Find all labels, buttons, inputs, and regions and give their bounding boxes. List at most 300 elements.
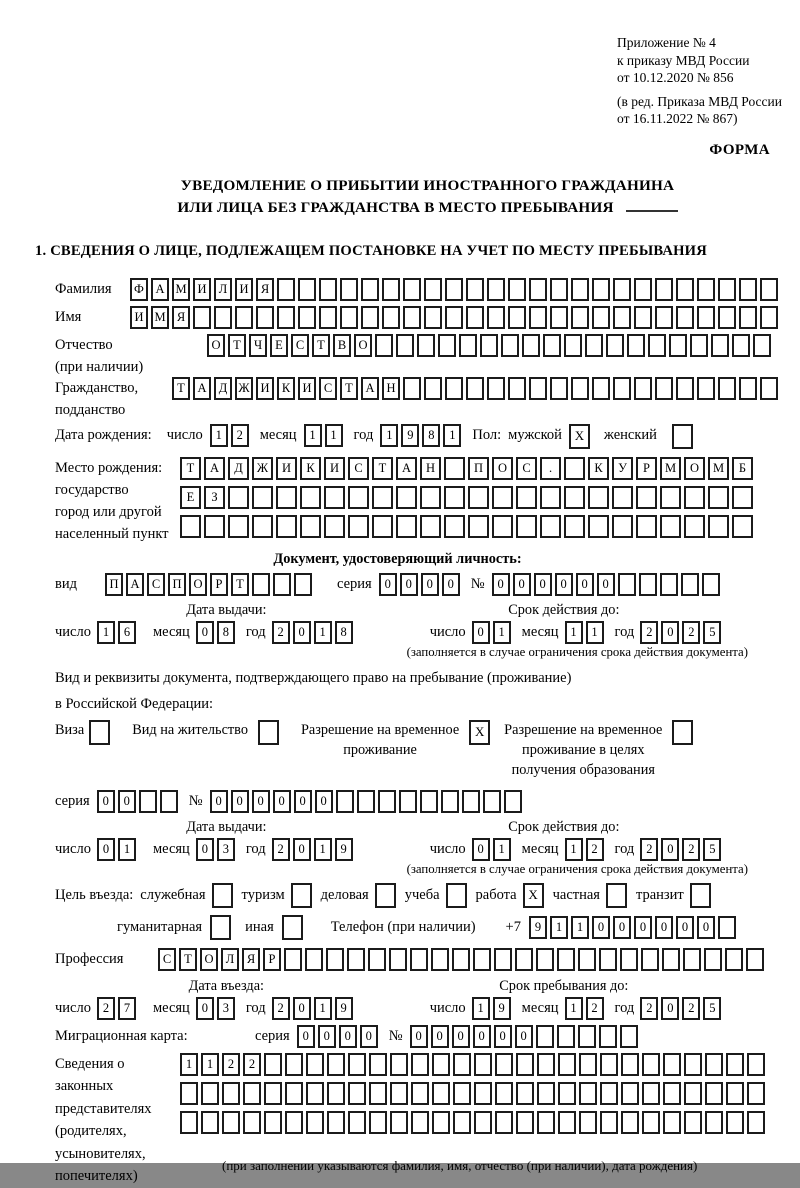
- phone-digit-box[interactable]: 1: [550, 916, 568, 939]
- birthplace-char-box[interactable]: [708, 486, 729, 509]
- representative-char-box[interactable]: [306, 1082, 324, 1105]
- citizenship-char-box[interactable]: [445, 377, 463, 400]
- stay-year-box[interactable]: 2: [682, 997, 700, 1020]
- firstname-char-box[interactable]: М: [151, 306, 169, 329]
- surname-char-box[interactable]: [655, 278, 673, 301]
- doc-issue-year-box[interactable]: 8: [335, 621, 353, 644]
- permit-expiry-year-box[interactable]: 5: [703, 838, 721, 861]
- citizenship-char-box[interactable]: Н: [382, 377, 400, 400]
- profession-char-box[interactable]: [641, 948, 659, 971]
- permit-number-box[interactable]: [420, 790, 438, 813]
- birthplace-char-box[interactable]: [540, 515, 561, 538]
- surname-char-box[interactable]: [424, 278, 442, 301]
- profession-char-box[interactable]: [578, 948, 596, 971]
- profession-char-box[interactable]: [452, 948, 470, 971]
- representative-char-box[interactable]: [600, 1111, 618, 1134]
- patronymic-char-box[interactable]: [375, 334, 393, 357]
- profession-char-box[interactable]: [746, 948, 764, 971]
- birthplace-char-box[interactable]: [732, 486, 753, 509]
- permit-number-box[interactable]: 0: [210, 790, 228, 813]
- profession-char-box[interactable]: [515, 948, 533, 971]
- citizenship-char-box[interactable]: И: [256, 377, 274, 400]
- citizenship-char-box[interactable]: А: [361, 377, 379, 400]
- representative-char-box[interactable]: [684, 1082, 702, 1105]
- birthplace-char-box[interactable]: С: [348, 457, 369, 480]
- birth-month-box[interactable]: 1: [304, 424, 322, 447]
- representative-char-box[interactable]: [180, 1111, 198, 1134]
- patronymic-char-box[interactable]: О: [207, 334, 225, 357]
- residence-permit-checkbox[interactable]: [258, 720, 279, 745]
- birth-day-box[interactable]: 1: [210, 424, 228, 447]
- permit-number-box[interactable]: [483, 790, 501, 813]
- profession-char-box[interactable]: [368, 948, 386, 971]
- profession-char-box[interactable]: Я: [242, 948, 260, 971]
- surname-char-box[interactable]: И: [193, 278, 211, 301]
- doc-expiry-year-box[interactable]: 5: [703, 621, 721, 644]
- birthplace-char-box[interactable]: [660, 515, 681, 538]
- birthplace-char-box[interactable]: О: [492, 457, 513, 480]
- permit-issue-month-box[interactable]: 3: [217, 838, 235, 861]
- citizenship-char-box[interactable]: И: [298, 377, 316, 400]
- profession-char-box[interactable]: О: [200, 948, 218, 971]
- birthplace-char-box[interactable]: [228, 486, 249, 509]
- doc-kind-char-box[interactable]: [294, 573, 312, 596]
- phone-digit-box[interactable]: 1: [571, 916, 589, 939]
- migration-number-box[interactable]: 0: [494, 1025, 512, 1048]
- doc-issue-month-box[interactable]: 0: [196, 621, 214, 644]
- representative-char-box[interactable]: [621, 1053, 639, 1076]
- patronymic-char-box[interactable]: [648, 334, 666, 357]
- citizenship-char-box[interactable]: [676, 377, 694, 400]
- permit-number-box[interactable]: [504, 790, 522, 813]
- patronymic-char-box[interactable]: [564, 334, 582, 357]
- doc-number-box[interactable]: [660, 573, 678, 596]
- purpose-business-checkbox[interactable]: [375, 883, 396, 908]
- patronymic-char-box[interactable]: Т: [228, 334, 246, 357]
- birthplace-char-box[interactable]: [324, 515, 345, 538]
- surname-char-box[interactable]: [487, 278, 505, 301]
- birthplace-char-box[interactable]: [276, 486, 297, 509]
- patronymic-char-box[interactable]: [480, 334, 498, 357]
- citizenship-char-box[interactable]: [634, 377, 652, 400]
- purpose-work-checkbox[interactable]: X: [523, 883, 544, 908]
- firstname-char-box[interactable]: [235, 306, 253, 329]
- birthplace-char-box[interactable]: К: [588, 457, 609, 480]
- representative-char-box[interactable]: [579, 1111, 597, 1134]
- surname-char-box[interactable]: [550, 278, 568, 301]
- permit-number-box[interactable]: 0: [231, 790, 249, 813]
- birthplace-char-box[interactable]: [444, 457, 465, 480]
- birthplace-char-box[interactable]: [588, 515, 609, 538]
- firstname-char-box[interactable]: [382, 306, 400, 329]
- patronymic-char-box[interactable]: В: [333, 334, 351, 357]
- permit-number-box[interactable]: [462, 790, 480, 813]
- birth-year-box[interactable]: 1: [380, 424, 398, 447]
- permit-series-box[interactable]: 0: [97, 790, 115, 813]
- migration-number-box[interactable]: 0: [431, 1025, 449, 1048]
- firstname-char-box[interactable]: [634, 306, 652, 329]
- birthplace-char-box[interactable]: [684, 486, 705, 509]
- citizenship-char-box[interactable]: [613, 377, 631, 400]
- patronymic-char-box[interactable]: Т: [312, 334, 330, 357]
- representative-char-box[interactable]: [348, 1082, 366, 1105]
- birthplace-char-box[interactable]: [348, 515, 369, 538]
- surname-char-box[interactable]: [613, 278, 631, 301]
- representative-char-box[interactable]: [348, 1111, 366, 1134]
- citizenship-char-box[interactable]: [466, 377, 484, 400]
- stay-month-box[interactable]: 2: [586, 997, 604, 1020]
- birth-year-box[interactable]: 9: [401, 424, 419, 447]
- citizenship-char-box[interactable]: А: [193, 377, 211, 400]
- purpose-humanitarian-checkbox[interactable]: [210, 915, 231, 940]
- permit-expiry-day-box[interactable]: 1: [493, 838, 511, 861]
- doc-kind-char-box[interactable]: О: [189, 573, 207, 596]
- profession-char-box[interactable]: [494, 948, 512, 971]
- representative-char-box[interactable]: [705, 1082, 723, 1105]
- stay-year-box[interactable]: 2: [640, 997, 658, 1020]
- representative-char-box[interactable]: [327, 1053, 345, 1076]
- representative-char-box[interactable]: [285, 1053, 303, 1076]
- doc-expiry-month-box[interactable]: 1: [586, 621, 604, 644]
- patronymic-char-box[interactable]: [732, 334, 750, 357]
- representative-char-box[interactable]: [453, 1111, 471, 1134]
- representative-char-box[interactable]: [306, 1111, 324, 1134]
- permit-number-box[interactable]: [441, 790, 459, 813]
- doc-number-box[interactable]: 0: [576, 573, 594, 596]
- birthplace-char-box[interactable]: Т: [372, 457, 393, 480]
- birthplace-char-box[interactable]: И: [276, 457, 297, 480]
- permit-issue-year-box[interactable]: 2: [272, 838, 290, 861]
- surname-char-box[interactable]: [319, 278, 337, 301]
- surname-char-box[interactable]: [529, 278, 547, 301]
- birthplace-char-box[interactable]: [516, 486, 537, 509]
- patronymic-char-box[interactable]: [627, 334, 645, 357]
- representative-char-box[interactable]: 2: [222, 1053, 240, 1076]
- sex-female-checkbox[interactable]: [672, 424, 693, 449]
- migration-number-box[interactable]: 0: [473, 1025, 491, 1048]
- permit-expiry-day-box[interactable]: 0: [472, 838, 490, 861]
- representative-char-box[interactable]: [747, 1053, 765, 1076]
- representative-char-box[interactable]: [558, 1082, 576, 1105]
- birthplace-char-box[interactable]: [492, 486, 513, 509]
- birthplace-char-box[interactable]: [468, 486, 489, 509]
- temp-residence-education-checkbox[interactable]: [672, 720, 693, 745]
- citizenship-char-box[interactable]: [592, 377, 610, 400]
- representative-char-box[interactable]: 2: [243, 1053, 261, 1076]
- firstname-char-box[interactable]: И: [130, 306, 148, 329]
- birthplace-char-box[interactable]: С: [516, 457, 537, 480]
- permit-issue-day-box[interactable]: 0: [97, 838, 115, 861]
- firstname-char-box[interactable]: [676, 306, 694, 329]
- birthplace-char-box[interactable]: А: [204, 457, 225, 480]
- birthplace-char-box[interactable]: [372, 515, 393, 538]
- birthplace-char-box[interactable]: [684, 515, 705, 538]
- doc-issue-year-box[interactable]: 2: [272, 621, 290, 644]
- entry-year-box[interactable]: 2: [272, 997, 290, 1020]
- birthplace-char-box[interactable]: [588, 486, 609, 509]
- birthplace-char-box[interactable]: М: [708, 457, 729, 480]
- profession-char-box[interactable]: [347, 948, 365, 971]
- representative-char-box[interactable]: [243, 1111, 261, 1134]
- representative-char-box[interactable]: [264, 1111, 282, 1134]
- firstname-char-box[interactable]: [487, 306, 505, 329]
- profession-char-box[interactable]: [620, 948, 638, 971]
- patronymic-char-box[interactable]: [669, 334, 687, 357]
- permit-issue-year-box[interactable]: 0: [293, 838, 311, 861]
- profession-char-box[interactable]: [326, 948, 344, 971]
- permit-series-box[interactable]: [160, 790, 178, 813]
- firstname-char-box[interactable]: [655, 306, 673, 329]
- representative-char-box[interactable]: [663, 1053, 681, 1076]
- representative-char-box[interactable]: [516, 1082, 534, 1105]
- phone-digit-box[interactable]: 0: [592, 916, 610, 939]
- representative-char-box[interactable]: [705, 1111, 723, 1134]
- migration-series-box[interactable]: 0: [318, 1025, 336, 1048]
- representative-char-box[interactable]: [369, 1111, 387, 1134]
- patronymic-char-box[interactable]: [396, 334, 414, 357]
- firstname-char-box[interactable]: [508, 306, 526, 329]
- permit-issue-year-box[interactable]: 9: [335, 838, 353, 861]
- migration-number-box[interactable]: [536, 1025, 554, 1048]
- profession-char-box[interactable]: [536, 948, 554, 971]
- birthplace-char-box[interactable]: М: [660, 457, 681, 480]
- birthplace-char-box[interactable]: [420, 486, 441, 509]
- representative-char-box[interactable]: [600, 1053, 618, 1076]
- representative-char-box[interactable]: [621, 1111, 639, 1134]
- phone-digit-box[interactable]: 0: [634, 916, 652, 939]
- stay-day-box[interactable]: 9: [493, 997, 511, 1020]
- representative-char-box[interactable]: [222, 1082, 240, 1105]
- doc-expiry-year-box[interactable]: 2: [640, 621, 658, 644]
- visa-checkbox[interactable]: [89, 720, 110, 745]
- surname-char-box[interactable]: [676, 278, 694, 301]
- permit-issue-day-box[interactable]: 1: [118, 838, 136, 861]
- phone-digit-box[interactable]: 0: [613, 916, 631, 939]
- birthplace-char-box[interactable]: Б: [732, 457, 753, 480]
- profession-char-box[interactable]: [284, 948, 302, 971]
- birthplace-char-box[interactable]: [612, 515, 633, 538]
- doc-number-box[interactable]: [639, 573, 657, 596]
- profession-char-box[interactable]: [599, 948, 617, 971]
- representative-char-box[interactable]: [285, 1082, 303, 1105]
- surname-char-box[interactable]: [697, 278, 715, 301]
- birthplace-char-box[interactable]: [732, 515, 753, 538]
- permit-number-box[interactable]: [357, 790, 375, 813]
- surname-char-box[interactable]: Я: [256, 278, 274, 301]
- representative-char-box[interactable]: [201, 1082, 219, 1105]
- birthplace-char-box[interactable]: Ж: [252, 457, 273, 480]
- doc-expiry-year-box[interactable]: 0: [661, 621, 679, 644]
- patronymic-char-box[interactable]: [501, 334, 519, 357]
- patronymic-char-box[interactable]: [417, 334, 435, 357]
- representative-char-box[interactable]: [369, 1082, 387, 1105]
- citizenship-char-box[interactable]: [529, 377, 547, 400]
- firstname-char-box[interactable]: [739, 306, 757, 329]
- representative-char-box[interactable]: [453, 1053, 471, 1076]
- citizenship-char-box[interactable]: [550, 377, 568, 400]
- representative-char-box[interactable]: [684, 1111, 702, 1134]
- permit-number-box[interactable]: [378, 790, 396, 813]
- entry-month-box[interactable]: 3: [217, 997, 235, 1020]
- firstname-char-box[interactable]: [697, 306, 715, 329]
- representative-char-box[interactable]: [411, 1082, 429, 1105]
- patronymic-char-box[interactable]: С: [291, 334, 309, 357]
- surname-char-box[interactable]: [718, 278, 736, 301]
- birthplace-char-box[interactable]: О: [684, 457, 705, 480]
- citizenship-char-box[interactable]: [655, 377, 673, 400]
- phone-digit-box[interactable]: 9: [529, 916, 547, 939]
- surname-char-box[interactable]: М: [172, 278, 190, 301]
- birthplace-char-box[interactable]: [636, 515, 657, 538]
- doc-issue-day-box[interactable]: 6: [118, 621, 136, 644]
- birthplace-char-box[interactable]: [540, 486, 561, 509]
- purpose-other-checkbox[interactable]: [282, 915, 303, 940]
- birthplace-char-box[interactable]: [444, 486, 465, 509]
- migration-number-box[interactable]: [620, 1025, 638, 1048]
- firstname-char-box[interactable]: [193, 306, 211, 329]
- firstname-char-box[interactable]: [529, 306, 547, 329]
- birthplace-char-box[interactable]: [348, 486, 369, 509]
- representative-char-box[interactable]: [474, 1053, 492, 1076]
- firstname-char-box[interactable]: [592, 306, 610, 329]
- profession-char-box[interactable]: [410, 948, 428, 971]
- citizenship-char-box[interactable]: [508, 377, 526, 400]
- birthplace-char-box[interactable]: А: [396, 457, 417, 480]
- entry-day-box[interactable]: 7: [118, 997, 136, 1020]
- migration-number-box[interactable]: 0: [515, 1025, 533, 1048]
- patronymic-char-box[interactable]: [459, 334, 477, 357]
- citizenship-char-box[interactable]: Ж: [235, 377, 253, 400]
- birthplace-char-box[interactable]: У: [612, 457, 633, 480]
- representative-char-box[interactable]: [516, 1111, 534, 1134]
- citizenship-char-box[interactable]: [718, 377, 736, 400]
- representative-char-box[interactable]: [180, 1082, 198, 1105]
- doc-number-box[interactable]: 0: [513, 573, 531, 596]
- stay-month-box[interactable]: 1: [565, 997, 583, 1020]
- permit-number-box[interactable]: 0: [294, 790, 312, 813]
- permit-number-box[interactable]: 0: [273, 790, 291, 813]
- doc-issue-year-box[interactable]: 0: [293, 621, 311, 644]
- citizenship-char-box[interactable]: [697, 377, 715, 400]
- representative-char-box[interactable]: 1: [201, 1053, 219, 1076]
- birthplace-char-box[interactable]: [396, 486, 417, 509]
- purpose-private-checkbox[interactable]: [606, 883, 627, 908]
- purpose-tourism-checkbox[interactable]: [291, 883, 312, 908]
- patronymic-char-box[interactable]: [438, 334, 456, 357]
- birthplace-char-box[interactable]: [180, 515, 201, 538]
- permit-series-box[interactable]: 0: [118, 790, 136, 813]
- birthplace-char-box[interactable]: [396, 515, 417, 538]
- birth-day-box[interactable]: 2: [231, 424, 249, 447]
- birth-month-box[interactable]: 1: [325, 424, 343, 447]
- profession-char-box[interactable]: [389, 948, 407, 971]
- representative-char-box[interactable]: [327, 1111, 345, 1134]
- firstname-char-box[interactable]: [277, 306, 295, 329]
- surname-char-box[interactable]: [571, 278, 589, 301]
- migration-number-box[interactable]: [557, 1025, 575, 1048]
- representative-char-box[interactable]: [411, 1111, 429, 1134]
- permit-expiry-year-box[interactable]: 0: [661, 838, 679, 861]
- birthplace-char-box[interactable]: [564, 515, 585, 538]
- profession-char-box[interactable]: [704, 948, 722, 971]
- profession-char-box[interactable]: [473, 948, 491, 971]
- entry-month-box[interactable]: 0: [196, 997, 214, 1020]
- birthplace-char-box[interactable]: Р: [636, 457, 657, 480]
- representative-char-box[interactable]: [243, 1082, 261, 1105]
- representative-char-box[interactable]: [474, 1082, 492, 1105]
- doc-issue-month-box[interactable]: 8: [217, 621, 235, 644]
- permit-issue-year-box[interactable]: 1: [314, 838, 332, 861]
- doc-series-box[interactable]: 0: [379, 573, 397, 596]
- representative-char-box[interactable]: [642, 1111, 660, 1134]
- firstname-char-box[interactable]: [319, 306, 337, 329]
- profession-char-box[interactable]: Р: [263, 948, 281, 971]
- birthplace-char-box[interactable]: [564, 457, 585, 480]
- birthplace-char-box[interactable]: З: [204, 486, 225, 509]
- representative-char-box[interactable]: [264, 1082, 282, 1105]
- permit-expiry-year-box[interactable]: 2: [682, 838, 700, 861]
- firstname-char-box[interactable]: [214, 306, 232, 329]
- migration-series-box[interactable]: 0: [360, 1025, 378, 1048]
- surname-char-box[interactable]: [592, 278, 610, 301]
- birthplace-char-box[interactable]: [372, 486, 393, 509]
- doc-number-box[interactable]: 0: [534, 573, 552, 596]
- doc-kind-char-box[interactable]: П: [105, 573, 123, 596]
- permit-issue-month-box[interactable]: 0: [196, 838, 214, 861]
- birthplace-char-box[interactable]: Н: [420, 457, 441, 480]
- representative-char-box[interactable]: [537, 1082, 555, 1105]
- doc-kind-char-box[interactable]: Т: [231, 573, 249, 596]
- firstname-char-box[interactable]: [298, 306, 316, 329]
- doc-series-box[interactable]: 0: [421, 573, 439, 596]
- representative-char-box[interactable]: [726, 1111, 744, 1134]
- doc-kind-char-box[interactable]: А: [126, 573, 144, 596]
- representative-char-box[interactable]: [306, 1053, 324, 1076]
- profession-char-box[interactable]: Л: [221, 948, 239, 971]
- representative-char-box[interactable]: [285, 1111, 303, 1134]
- representative-char-box[interactable]: [474, 1111, 492, 1134]
- surname-char-box[interactable]: И: [235, 278, 253, 301]
- doc-number-box[interactable]: 0: [597, 573, 615, 596]
- citizenship-char-box[interactable]: [760, 377, 778, 400]
- entry-year-box[interactable]: 0: [293, 997, 311, 1020]
- permit-number-box[interactable]: 0: [252, 790, 270, 813]
- firstname-char-box[interactable]: [403, 306, 421, 329]
- birthplace-char-box[interactable]: [324, 486, 345, 509]
- permit-expiry-month-box[interactable]: 1: [565, 838, 583, 861]
- firstname-char-box[interactable]: [571, 306, 589, 329]
- stay-year-box[interactable]: 0: [661, 997, 679, 1020]
- firstname-char-box[interactable]: [445, 306, 463, 329]
- patronymic-char-box[interactable]: [753, 334, 771, 357]
- firstname-char-box[interactable]: [718, 306, 736, 329]
- birthplace-char-box[interactable]: Е: [180, 486, 201, 509]
- representative-char-box[interactable]: [621, 1082, 639, 1105]
- doc-number-box[interactable]: 0: [555, 573, 573, 596]
- phone-digit-box[interactable]: 0: [676, 916, 694, 939]
- doc-series-box[interactable]: 0: [400, 573, 418, 596]
- birthplace-char-box[interactable]: [300, 515, 321, 538]
- birthplace-char-box[interactable]: [228, 515, 249, 538]
- firstname-char-box[interactable]: [760, 306, 778, 329]
- birth-year-box[interactable]: 8: [422, 424, 440, 447]
- surname-char-box[interactable]: А: [151, 278, 169, 301]
- patronymic-char-box[interactable]: [543, 334, 561, 357]
- birthplace-char-box[interactable]: И: [324, 457, 345, 480]
- firstname-char-box[interactable]: Я: [172, 306, 190, 329]
- doc-issue-day-box[interactable]: 1: [97, 621, 115, 644]
- permit-number-box[interactable]: 0: [315, 790, 333, 813]
